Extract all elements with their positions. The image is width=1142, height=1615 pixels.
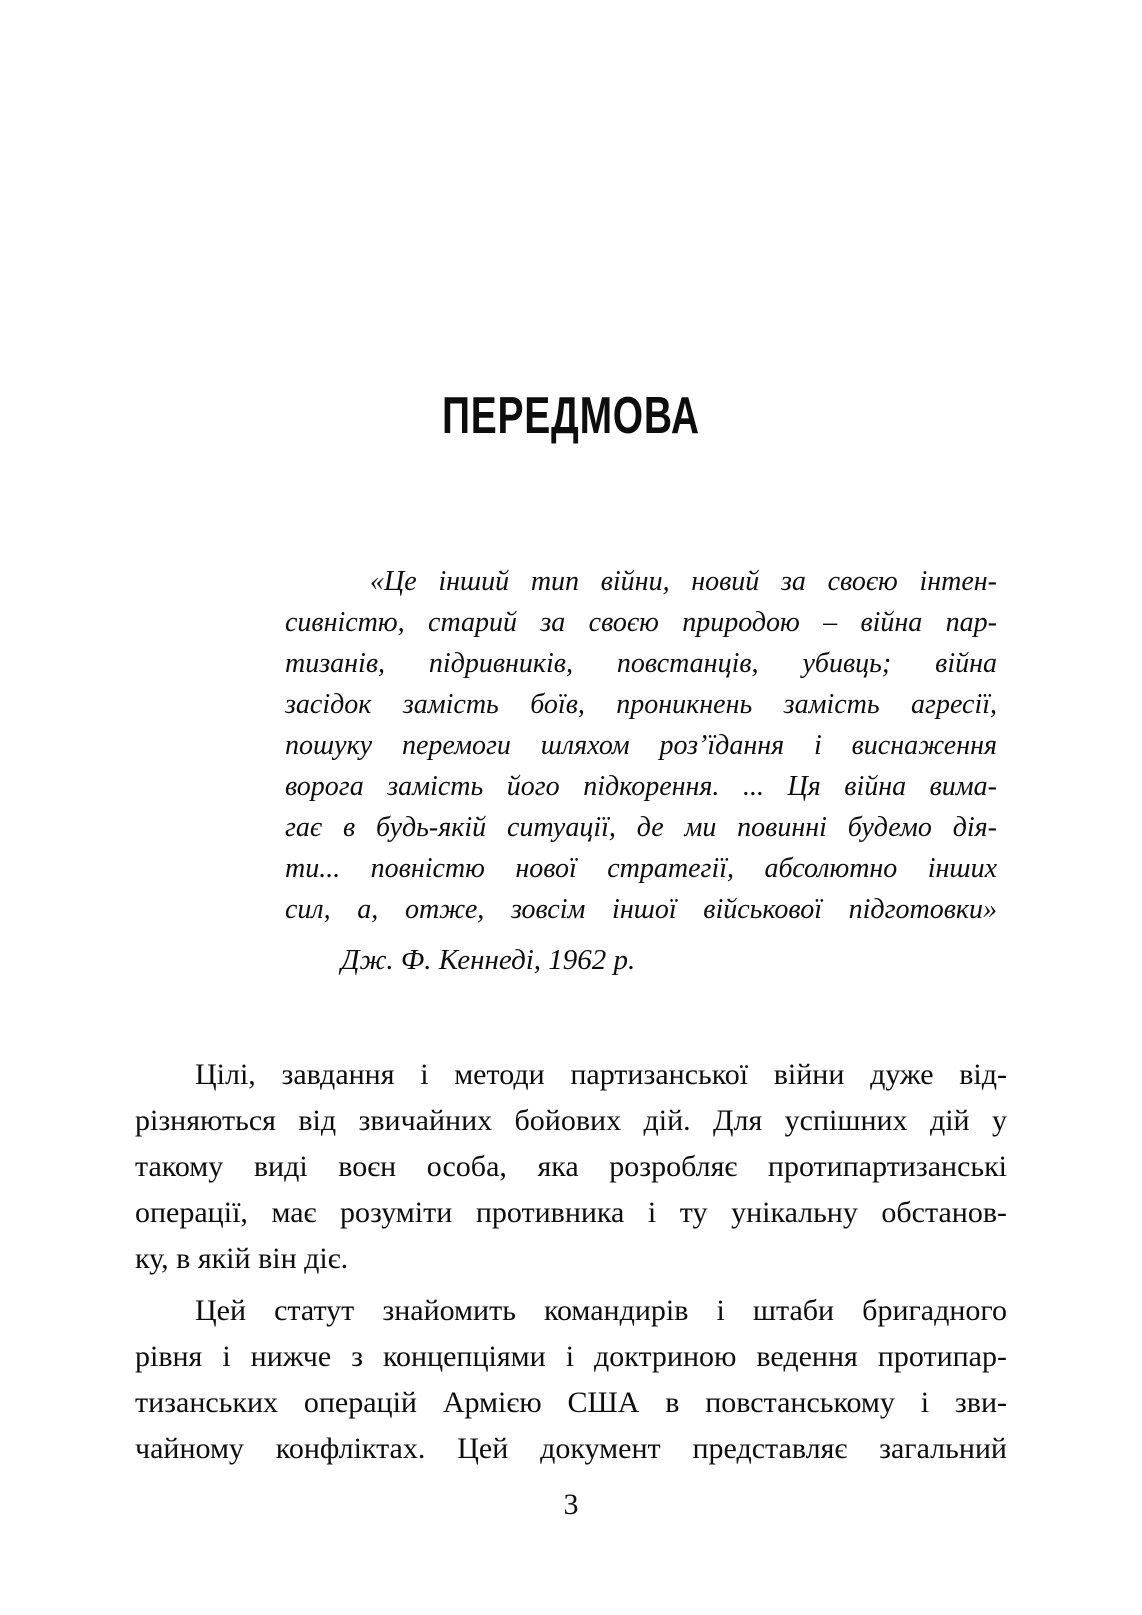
page-title-text: ПЕРЕДМОВА <box>442 387 700 445</box>
quote-attribution: Дж. Ф. Кеннеді, 1962 р. <box>341 944 636 976</box>
quote-line: тизанів, підривників, повстанців, убивць; війна <box>285 648 997 679</box>
body-line: рівня і нижче з концепціями і доктриною ведення протипар- <box>135 1340 1007 1373</box>
quote-line: «Це інший тип війни, новий за своєю інтен- <box>370 566 997 597</box>
quote-line: гає в будь-якій ситуації, де ми повинні будемо дія- <box>285 812 997 843</box>
quote-line: засідок замість боїв, проникнень замість агресії, <box>285 689 997 720</box>
body-line: чайному конфліктах. Цей документ представляє загальний <box>135 1432 1007 1465</box>
body-line: операції, має розуміти противника і ту унікальну обстанов- <box>135 1196 1007 1229</box>
body-line: ку, в якій він діє. <box>135 1242 349 1275</box>
quote-line: пошуку перемоги шляхом роз’їдання і виснаження <box>285 730 997 761</box>
body-text <box>135 1052 1007 1472</box>
paragraph <box>135 1052 1007 1282</box>
body-line: різняються від звичайних бойових дій. Для успішних дій у <box>135 1104 1007 1137</box>
page-number: 3 <box>563 1488 579 1521</box>
quote-line: сил, а, отже, зовсім іншої військової підготовки» <box>285 894 997 925</box>
quote-line: ти... повністю нової стратегії, абсолютно інших <box>285 853 997 884</box>
body-line: Цей статут знайомить командирів і штаби бригадного <box>195 1294 1007 1327</box>
quote-line: сивністю, старий за своєю природою – війна пар- <box>285 607 997 638</box>
paragraph <box>135 1288 1007 1472</box>
body-line: тизанських операцій Армією США в повстанському і зви- <box>135 1386 1007 1419</box>
body-line: такому виді воєн особа, яка розробляє протипартизанські <box>135 1150 1007 1183</box>
quote-line: ворога замість його підкорення. ... Ця війна вима- <box>285 771 997 802</box>
body-line: Цілі, завдання і методи партизанської війни дуже від- <box>195 1058 1007 1091</box>
page-title <box>135 387 1007 445</box>
epigraph-quote <box>285 561 997 981</box>
